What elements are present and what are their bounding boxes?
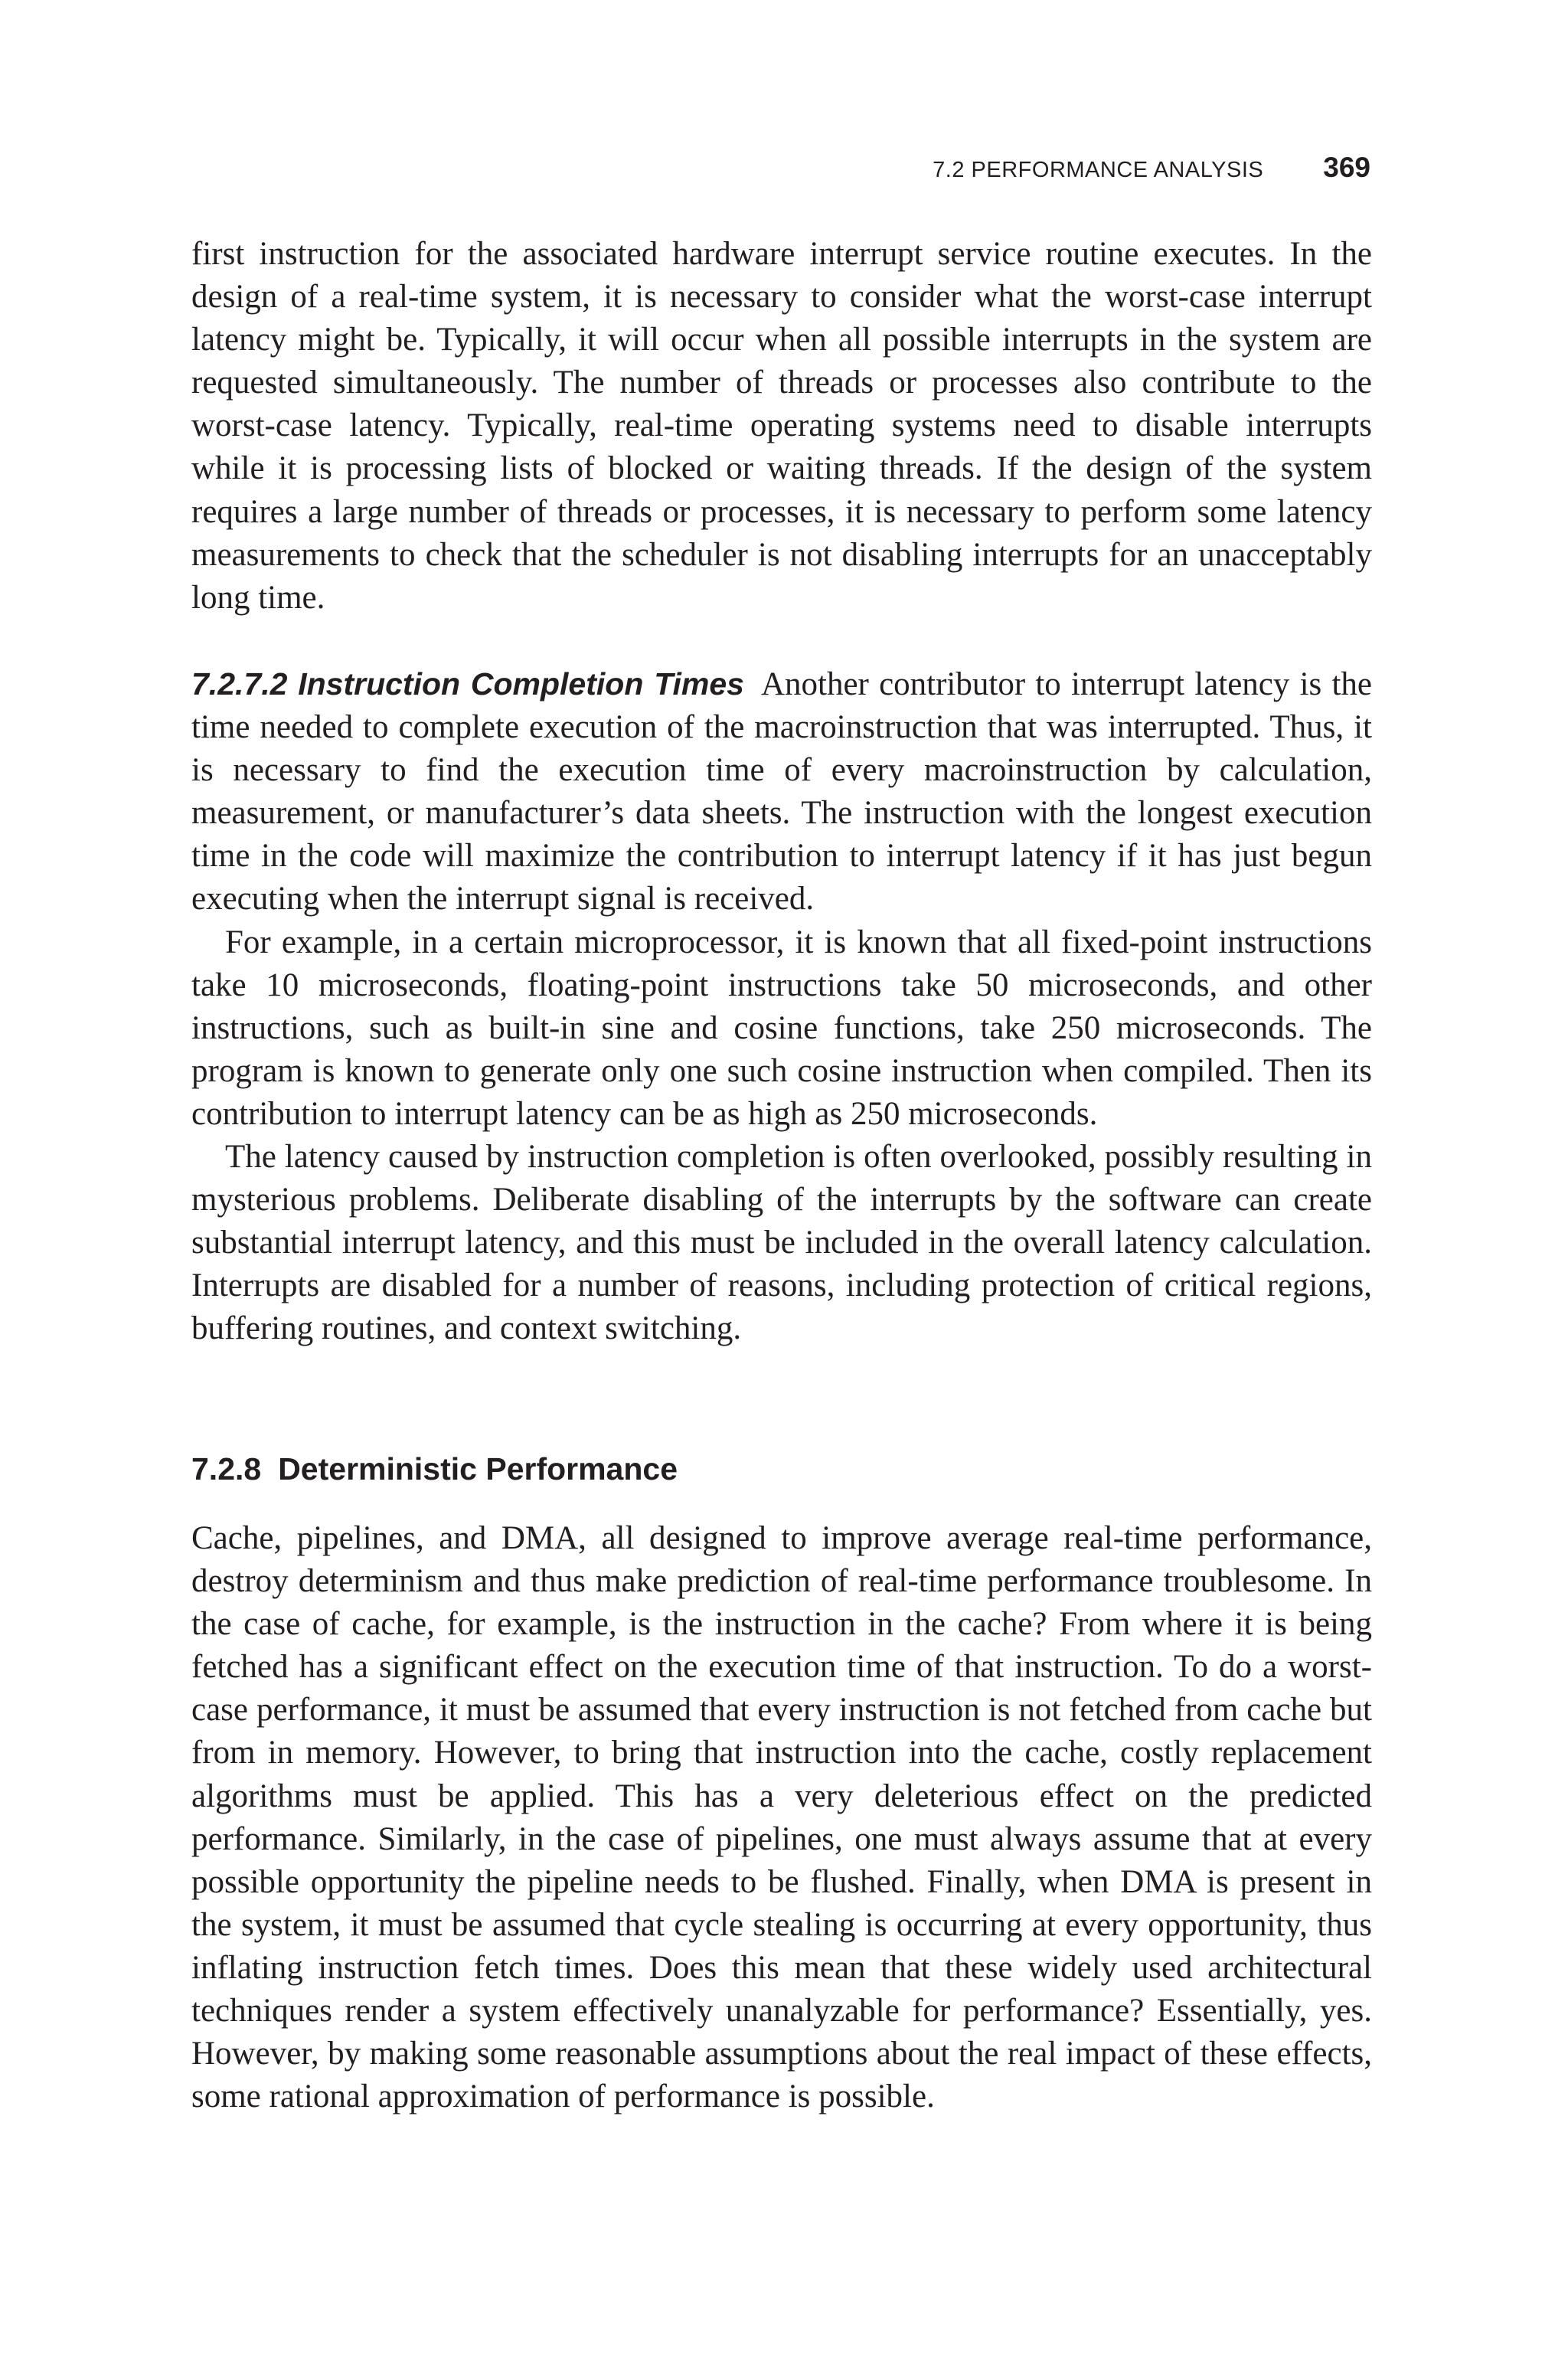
subsection-paragraph-2: For example, in a certain microprocessor, it is known that all fixed-point instructions take 10 microseconds, floating-point instructions take 50 microseconds, and other instructions, such as built-in sine and cosine functions, take 250 microseconds. The program is known to generate only one such cosine instruction when compiled. Then its contribution to interrupt latency can be as high as 250 microseconds. [191,924,1372,1132]
page-number: 369 [1323,152,1370,183]
intro-block [191,233,1372,620]
subsection-paragraph-3: The latency caused by instruction completion is often overlooked, possibly resulting in mysterious problems. Deliberate disabling of the interrupts by the software can create substantial interrupt latency, and this must be included in the overall latency calculation. Interrupts are disabled for a number of reasons, including protection of critical regions, buffering routines, and context switching. [191,1139,1372,1347]
section-title: Deterministic Performance [278,1451,678,1487]
running-head [933,152,1370,198]
subsection-7-2-7-2 [191,662,1372,1351]
section-heading-7-2-8 [191,1446,678,1492]
subsection-paragraph-1-text: Another contributor to interrupt latency is the time needed to complete execution of the macroinstruction that was interrupted. Thus, it is necessary to find the execution time of every macroinstruction by calculation, measurement, or manufacturer’s data sheets. The instruction with the longest execution time in the code will maximize the contribution to interrupt latency if it has just begun executing when the interrupt signal is received. [191,666,1372,917]
intro-paragraph: first instruction for the associated hardware interrupt service routine executes. In the design of a real-time system, it is necessary to consider what the worst-case interrupt latency might be. Typically, it will occur when all possible interrupts in the system are requested simultaneously. The number of threads or processes also contribute to the worst-case latency. Typically, real-time operating systems need to disable interrupts while it is processing lists of blocked or waiting threads. If the design of the system requires a large number of threads or processes, it is necessary to perform some latency measurements to check that the scheduler is not disabling interrupts for an unacceptably long time. [191,236,1372,616]
section-7-2-8-body [191,1517,1372,2118]
section-paragraph: Cache, pipelines, and DMA, all designed to improve average real-time performance, destroy determinism and thus make prediction of real-time performance troublesome. In the case of cache, for example, is the instruction in the cache? From where it is being fetched has a significant effect on the execution time of that instruction. To do a worst-case performance, it must be assumed that every instruction is not fetched from cache but from in memory. However, to bring that instruction into the cache, costly replacement algorithms must be applied. This has a very deleterious effect on the predicted performance. Similarly, in the case of pipelines, one must always assume that at every possible opportunity the pipeline needs to be flushed. Finally, when DMA is present in the system, it must be assumed that cycle stealing is occurring at every opportunity, thus inflating instruction fetch times. Does this mean that these widely used architectural techniques render a system effectively unanalyzable for performance? Essentially, yes. However, by making some reasonable assumptions about the real impact of these effects, some rational approximation of performance is possible. [191,1520,1372,2115]
subsection-paragraph-1 [191,662,1372,921]
subsection-heading: 7.2.7.2 Instruction Completion Times [191,666,744,702]
running-head-section: 7.2 PERFORMANCE ANALYSIS [933,158,1264,182]
section-number: 7.2.8 [191,1451,262,1487]
